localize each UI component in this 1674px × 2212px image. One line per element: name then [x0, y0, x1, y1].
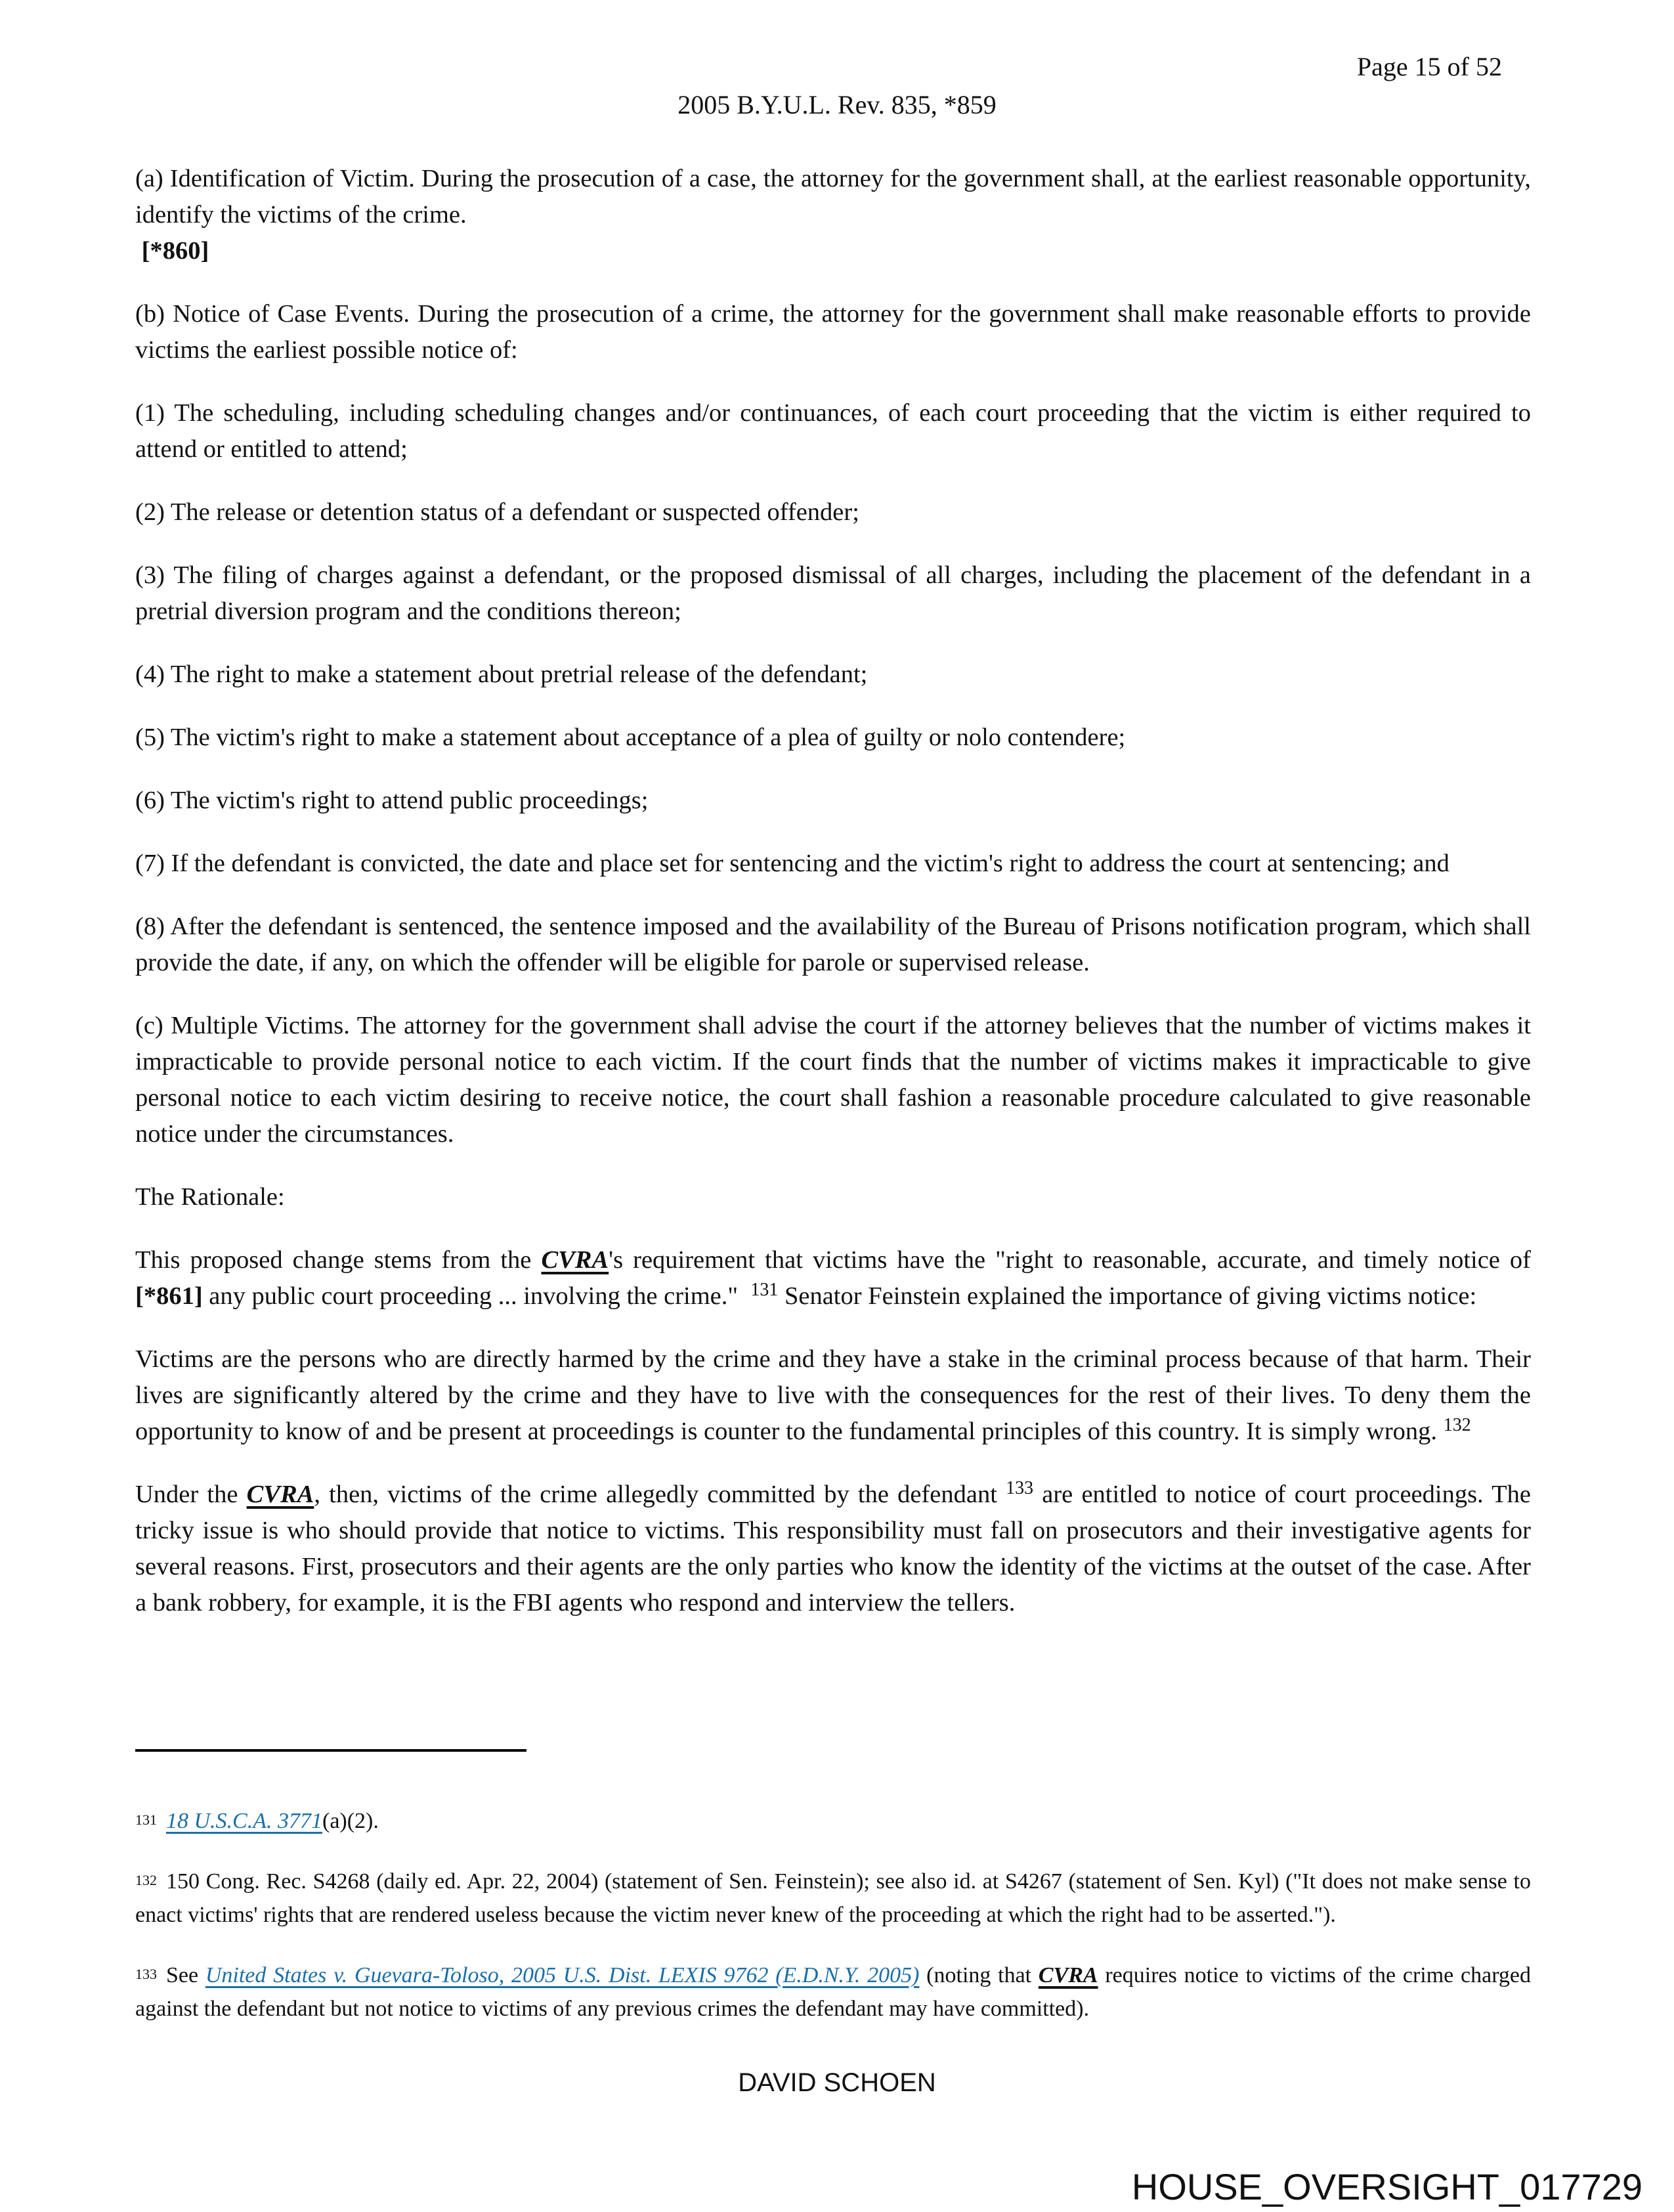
rationale-paragraph	[135, 1242, 1531, 1314]
list-item: (5) The victim's right to make a statement about acceptance of a plea of guilty or nolo contendere;	[135, 724, 1126, 751]
footnote-number: 132	[135, 1872, 157, 1888]
footnote-133	[135, 1959, 1531, 2026]
cvra-link[interactable]: CVRA	[1038, 1963, 1098, 1987]
list-item: (3) The filing of charges against a defendant, or the proposed dismissal of all charges, including the placement of the defendant in a pretrial diversion program and the conditions thereon;	[135, 561, 1531, 625]
footnote-ref-132[interactable]: 132	[1443, 1415, 1471, 1435]
footnote-132	[135, 1865, 1531, 1932]
text-run: (noting that	[919, 1963, 1039, 1987]
paragraph-c: (c) Multiple Victims. The attorney for the government shall advise the court if the attorney believes that the number of victims makes it impracticable to provide personal notice to each victim. If the court finds that the number of victims makes it impracticable to give personal notice to each victim desiring to receive notice, the court shall fashion a reasonable procedure calculated to give reasonable notice under the circumstances.	[135, 1012, 1531, 1148]
feinstein-quote	[135, 1341, 1531, 1450]
footnote-ref-131[interactable]: 131	[750, 1280, 779, 1300]
text-run: This proposed change stems from the	[135, 1246, 542, 1274]
text-run: , then, victims of the crime allegedly committed by the defendant	[314, 1481, 1006, 1508]
document-body	[135, 161, 1531, 1648]
list-item: (4) The right to make a statement about pretrial release of the defendant;	[135, 661, 868, 688]
star-page-marker: [*861]	[135, 1282, 203, 1310]
paragraph-b: (b) Notice of Case Events. During the prosecution of a crime, the attorney for the government shall make reasonable efforts to provide victims the earliest possible notice of:	[135, 300, 1531, 364]
list-item: (2) The release or detention status of a defendant or suspected offender;	[135, 498, 859, 526]
rationale-heading: The Rationale:	[135, 1183, 285, 1211]
footnote-number: 133	[135, 1966, 157, 1982]
citation-header: 2005 B.Y.U.L. Rev. 835, *859	[677, 90, 997, 119]
page-indicator: Page 15 of 52	[1356, 52, 1502, 81]
paragraph-a: (a) Identification of Victim. During the prosecution of a case, the attorney for the government shall, at the earliest reasonable opportunity, identify the victims of the crime.	[135, 165, 1531, 228]
case-link[interactable]: United States v. Guevara-Toloso, 2005 U.S. Dist. LEXIS 9762 (E.D.N.Y. 2005)	[205, 1963, 920, 1987]
cvra-link[interactable]: CVRA	[541, 1246, 609, 1274]
footnote-divider	[135, 1749, 526, 1752]
list-item: (8) After the defendant is sentenced, the sentence imposed and the availability of the Bureau of Prisons notification program, which shall provide the date, if any, on which the offender will be eligible for parole or supervised release.	[135, 913, 1531, 976]
cvra-link[interactable]: CVRA	[246, 1481, 314, 1508]
text-run: Senator Feinstein explained the importance of giving victims notice:	[778, 1282, 1477, 1310]
bates-number: HOUSE_OVERSIGHT_017729	[1131, 2166, 1642, 2207]
list-item: (7) If the defendant is convicted, the date and place set for sentencing and the victim's right to address the court at sentencing; and	[135, 850, 1449, 877]
statute-link[interactable]: 18 U.S.C.A. 3771	[166, 1809, 322, 1833]
text-run: requires notice to victims of the crime charged against the defendant but not notice to victims of any previous crimes the defendant may have committed).	[135, 1963, 1532, 2021]
signer-name: DAVID SCHOEN	[738, 2068, 936, 2097]
text-run: any public court proceeding ... involving the crime."	[202, 1282, 744, 1310]
text-run: (a)(2).	[322, 1809, 379, 1833]
under-cvra-paragraph	[135, 1477, 1531, 1621]
star-page-marker: [*860]	[141, 237, 209, 265]
text-run: are entitled to notice of court proceedings. The tricky issue is who should provide that notice to victims. This responsibility must fall on prosecutors and their investigative agents for several reasons. First, prosecutors and their agents are the only parties who know the identity of the victims at the outset of the case. After a bank robbery, for example, it is the FBI agents who respond and interview the tellers.	[135, 1481, 1532, 1616]
footnotes	[135, 1804, 1531, 2052]
text-run: 's requirement that victims have the "right to reasonable, accurate, and timely notice of	[609, 1246, 1532, 1274]
list-item: (6) The victim's right to attend public proceedings;	[135, 787, 649, 814]
footnote-ref-133[interactable]: 133	[1006, 1478, 1034, 1498]
text-run: Under the	[135, 1481, 247, 1508]
footnote-131	[135, 1804, 1531, 1838]
footnote-text: 150 Cong. Rec. S4268 (daily ed. Apr. 22, 2004) (statement of Sen. Feinstein); see also id. at S4267 (statement of Sen. Kyl) ("It does not make sense to enact victims' rights that are rendered useless because the victim never knew of the proceeding at which the right had to be asserted.").	[135, 1869, 1531, 1927]
quote-text: Victims are the persons who are directly harmed by the crime and they have a stake in the criminal process because of that harm. Their lives are significantly altered by the crime and they have to live with the consequences for the rest of their lives. To deny them the opportunity to know of and be present at proceedings is counter to the fundamental principles of this country. It is simply wrong.	[135, 1345, 1531, 1445]
star-page-860	[135, 233, 1531, 269]
list-item: (1) The scheduling, including scheduling changes and/or continuances, of each court proceeding that the victim is either required to attend or entitled to attend;	[135, 399, 1531, 463]
text-run: See	[166, 1963, 205, 1987]
footnote-number: 131	[135, 1811, 157, 1828]
